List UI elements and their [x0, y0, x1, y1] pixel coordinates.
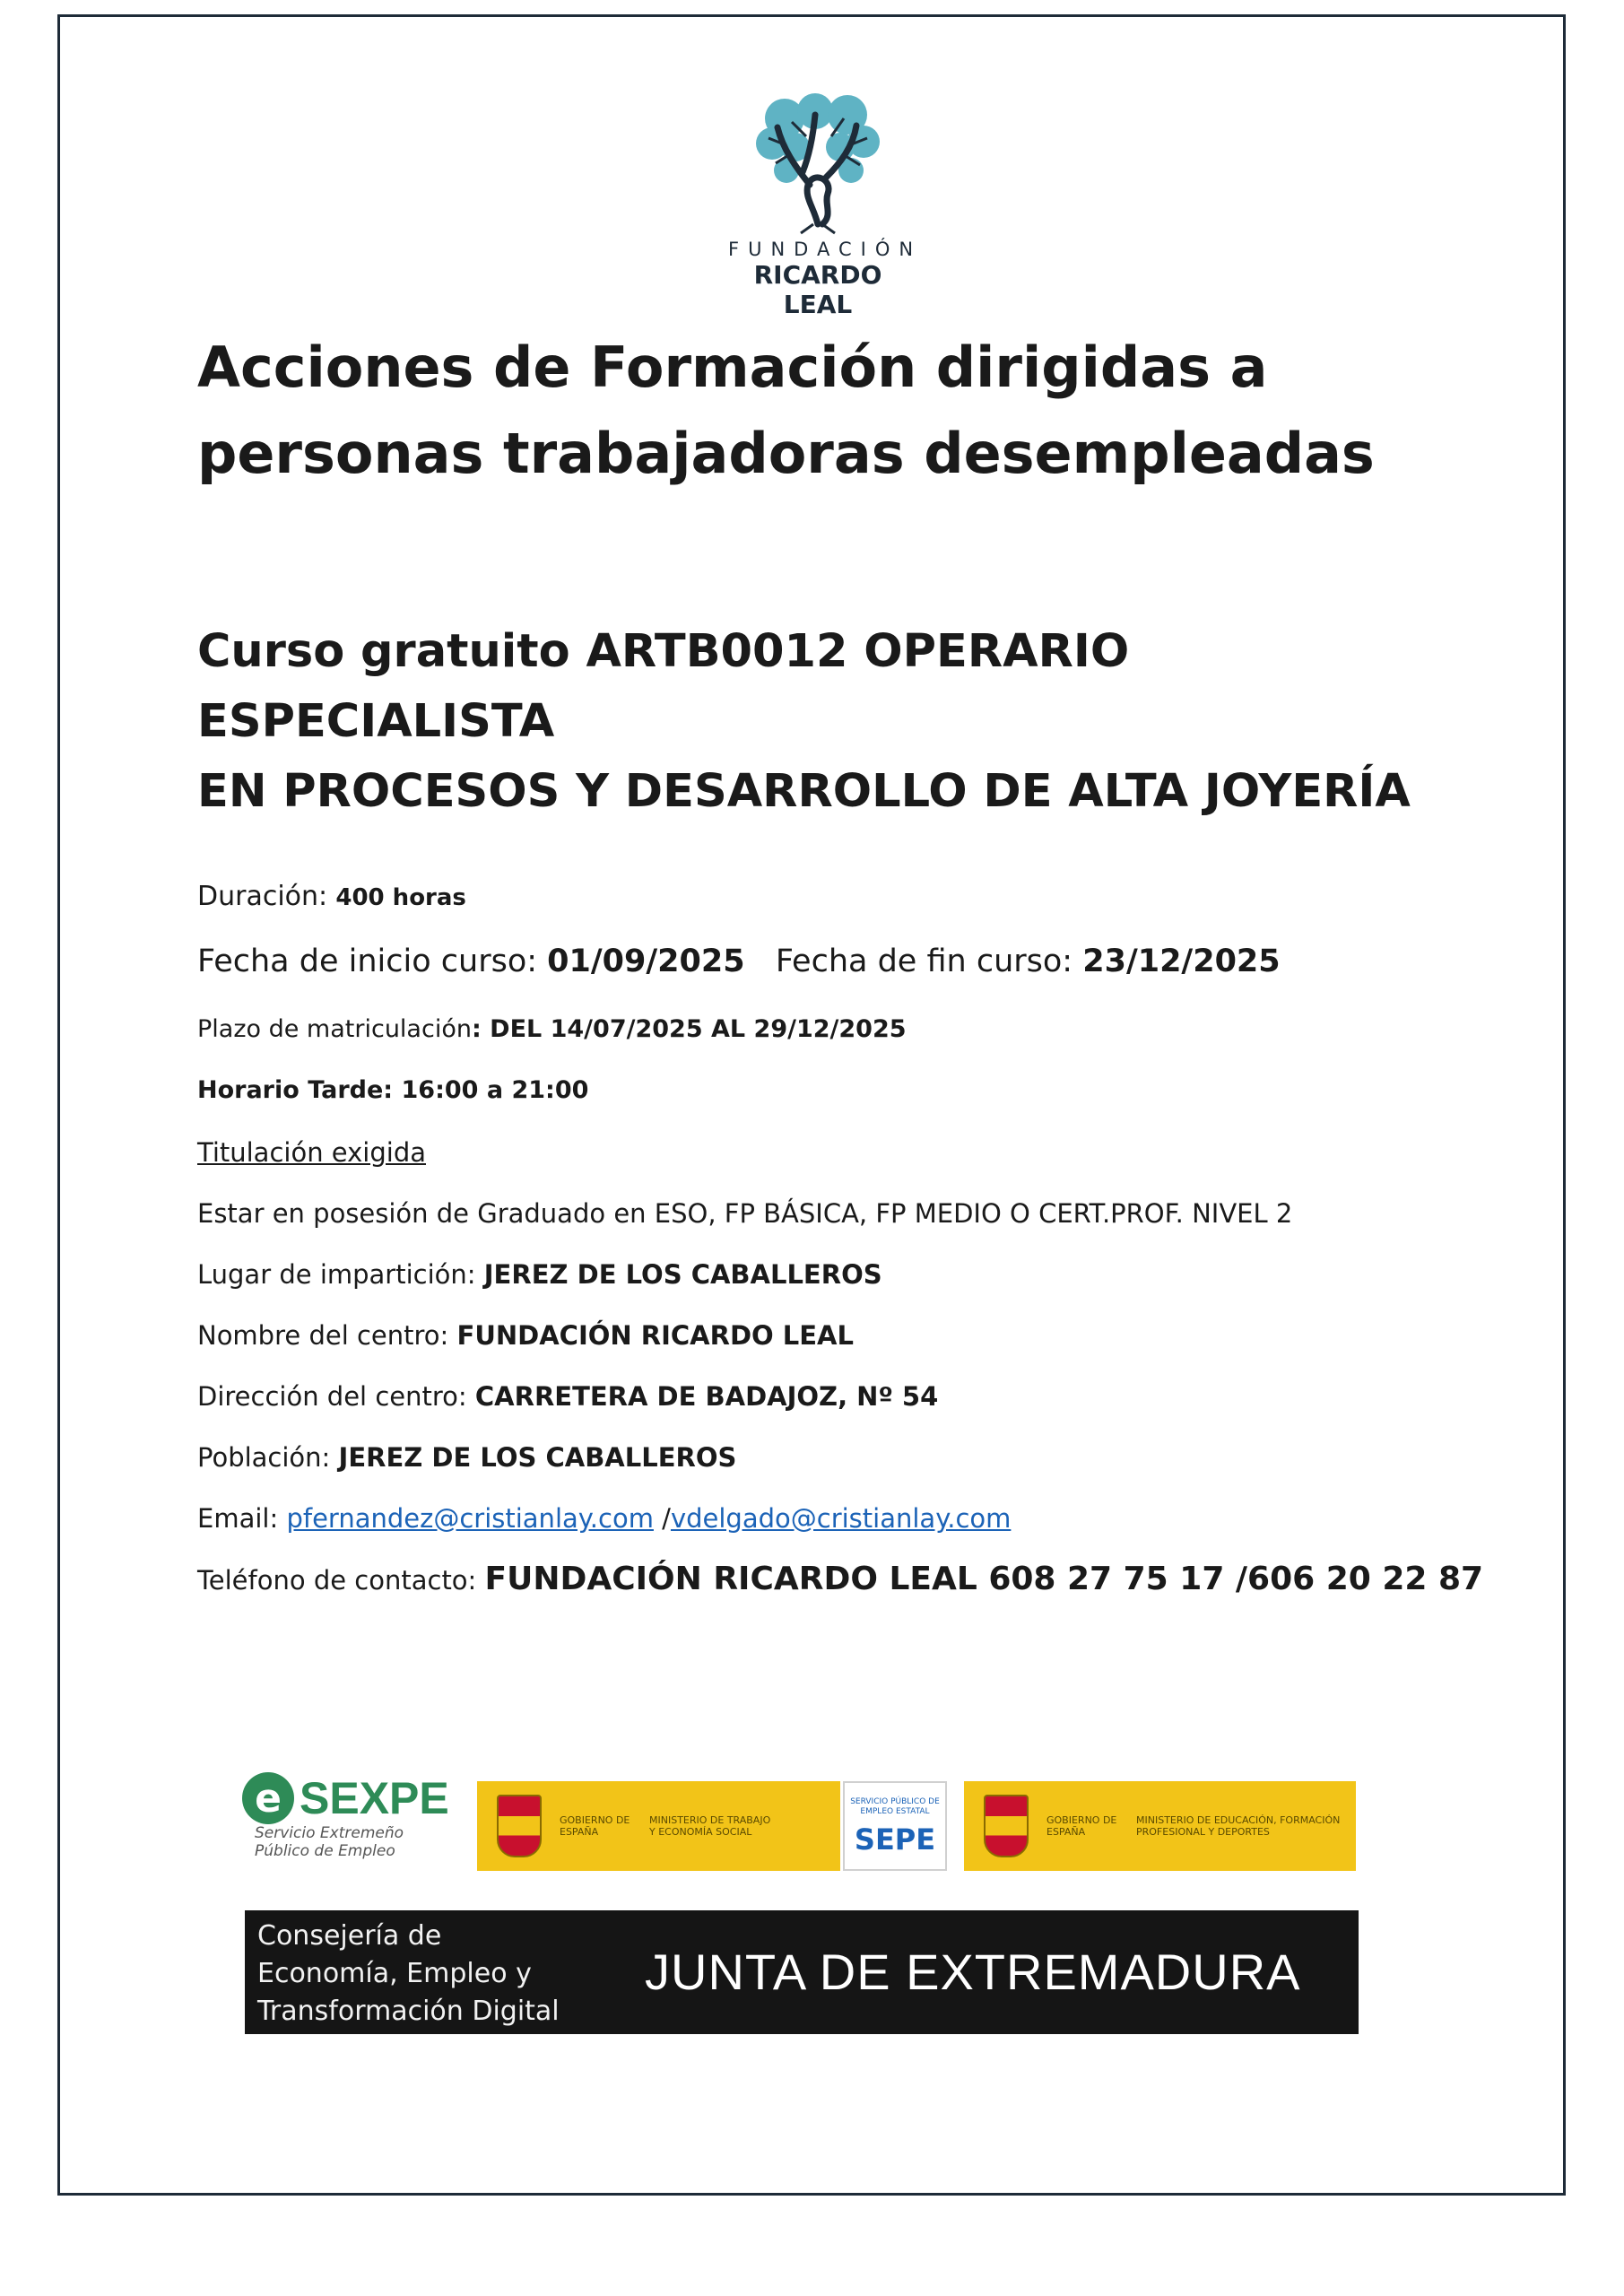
inicio-label: Fecha de inicio curso:: [197, 944, 538, 979]
plazo-value: : DEL 14/07/2025 AL 29/12/2025: [471, 1015, 907, 1043]
email-link-1[interactable]: pfernandez@cristianlay.com: [286, 1503, 654, 1534]
plazo-label: Plazo de matriculación: [197, 1015, 472, 1043]
title-line-2: personas trabajadoras desempleadas: [197, 421, 1375, 486]
logo-fundacion-text: FUNDACIÓN: [728, 239, 923, 260]
gobierno-educacion-logo: [964, 1781, 1356, 1871]
consejeria-line-2: Economía, Empleo y: [257, 1958, 532, 1989]
inicio-value: 01/09/2025: [547, 944, 745, 979]
titulacion-text-row: [197, 1198, 1471, 1229]
telefono-label: Teléfono de contacto:: [197, 1565, 477, 1596]
titulacion-text: Estar en posesión de Graduado en ESO, FP BÁSICA, FP MEDIO O CERT.PROF. NIVEL 2: [197, 1198, 1293, 1229]
horario-row: [197, 1076, 1471, 1104]
junta-name: JUNTA DE EXTREMADURA: [645, 1944, 1301, 2000]
gobierno-text-1: GOBIERNO DE ESPAÑA: [560, 1814, 630, 1838]
direccion-row: [197, 1381, 1471, 1412]
email-separator: /: [653, 1503, 671, 1534]
gobierno-text-2: GOBIERNO DE ESPAÑA: [1046, 1814, 1117, 1838]
direccion-value: CARRETERA DE BADAJOZ, Nº 54: [474, 1381, 939, 1412]
spain-shield-icon-2: [984, 1795, 1029, 1857]
sexpe-e-icon: e: [242, 1772, 294, 1824]
centro-label: Nombre del centro:: [197, 1320, 449, 1351]
gobierno-trabajo-logo: [477, 1781, 840, 1871]
titulacion-heading-row: [197, 1137, 1471, 1168]
course-line-2: EN PROCESOS Y DESARROLLO DE ALTA JOYERÍA: [197, 765, 1411, 818]
fin-value: 23/12/2025: [1082, 944, 1281, 979]
poblacion-label: Población:: [197, 1442, 331, 1473]
spain-shield-icon: [497, 1795, 542, 1857]
fechas-row: [197, 944, 1471, 979]
ministerio-educacion-text: MINISTERIO DE EDUCACIÓN, FORMACIÓN PROFESIONAL Y DEPORTES: [1136, 1814, 1341, 1838]
direccion-label: Dirección del centro:: [197, 1381, 467, 1412]
course-title: [197, 617, 1471, 827]
titulacion-heading: Titulación exigida: [197, 1137, 426, 1168]
sepe-big-text: SEPE: [854, 1822, 936, 1857]
sexpe-logo: [242, 1772, 457, 1862]
ministerio-trabajo-text: MINISTERIO DE TRABAJO Y ECONOMÍA SOCIAL: [649, 1814, 771, 1838]
horario-text: Horario Tarde: 16:00 a 21:00: [197, 1076, 589, 1104]
sexpe-sub-2: Público de Empleo: [255, 1842, 395, 1860]
email-link-2[interactable]: vdelgado@cristianlay.com: [670, 1503, 1012, 1534]
duracion-label: Duración:: [197, 881, 328, 912]
duracion-value: 400 horas: [335, 884, 466, 911]
fundacion-logo: [728, 91, 923, 319]
sexpe-sub-1: Servicio Extremeño: [255, 1824, 404, 1842]
junta-extremadura-banner: [245, 1910, 1359, 2034]
page-title: [197, 325, 1453, 497]
sepe-logo: [843, 1781, 947, 1871]
tree-heart-icon: [751, 91, 885, 235]
centro-value: FUNDACIÓN RICARDO LEAL: [456, 1320, 854, 1351]
logo-name-text: RICARDO LEAL: [753, 260, 882, 319]
title-line-1: Acciones de Formación dirigidas a: [197, 335, 1268, 400]
sexpe-word: SEXPE: [300, 1773, 449, 1823]
telefono-row: [197, 1561, 1484, 1597]
poblacion-row: [197, 1442, 1471, 1473]
lugar-value: JEREZ DE LOS CABALLEROS: [483, 1259, 882, 1290]
poblacion-value: JEREZ DE LOS CABALLEROS: [338, 1442, 737, 1473]
email-row: [197, 1503, 1471, 1534]
email-label: Email:: [197, 1503, 279, 1534]
fin-label: Fecha de fin curso:: [775, 944, 1073, 979]
plazo-row: [197, 1015, 1471, 1043]
lugar-row: [197, 1259, 1471, 1290]
consejeria-line-3: Transformación Digital: [257, 1996, 560, 2027]
centro-row: [197, 1320, 1471, 1351]
course-line-1: Curso gratuito ARTB0012 OPERARIO ESPECIALISTA: [197, 625, 1130, 748]
sepe-small-text: SERVICIO PÚBLICO DE EMPLEO ESTATAL: [850, 1797, 940, 1816]
lugar-label: Lugar de impartición:: [197, 1259, 476, 1290]
sponsor-logos: [242, 1763, 1354, 1862]
consejeria-text: [257, 1918, 560, 2031]
duracion-row: [197, 881, 1471, 912]
telefono-value: FUNDACIÓN RICARDO LEAL 608 27 75 17 /606 20 22 87: [484, 1561, 1484, 1597]
consejeria-line-1: Consejería de: [257, 1920, 442, 1952]
